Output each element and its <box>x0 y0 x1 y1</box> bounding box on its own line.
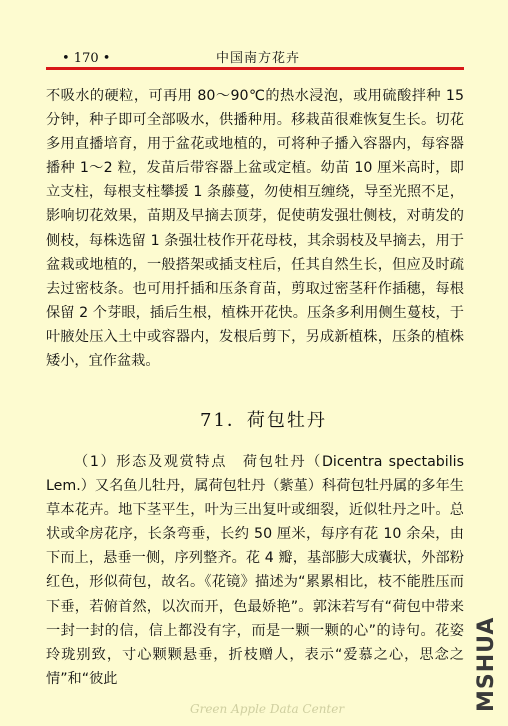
body-paragraph-1: 不吸水的硬粒，可再用 80～90℃的热水浸泡，或用硫酸拌种 15 分钟，种子即可全部吸水，供播种用。移栽苗很难恢复生长。切花多用直播培育，用于盆花或地植的，可将种子播入容器内，每容器播种 1～2 粒，发苗后带容器上盆或定植。幼苗 10 厘米高时，即立支柱，每根支柱攀援 1 条藤蔓，勿使相互缠绕，导至光照不足，影响切花效果，苗期及早摘去顶芽，促使萌发强壮侧枝，对萌发的侧枝，每株选留 1 条强壮枝作开花母枝，其余弱枝及早摘去，用于盆栽或地植的，一般搭架或插支柱后，任其自然生长，但应及时疏去过密枝条。也可用扦插和压条育苗，剪取过密茎秆作插穗，每根保留 2 个芽眼，插后生根，植株开花快。压条多利用侧生蔓枝，于叶腋处压入土中或容器内，发根后剪下，另成新植株，压条的植株矮小，宜作盆栽。 <box>46 88 464 370</box>
body-paragraph-2: （1）形态及观赏特点 荷包牡丹（Dicentra spectabilis Lem.）又名鱼儿牡丹，属荷包牡丹（紫堇）科荷包牡丹属的多年生草本花卉。地下茎平生，叶为三出复叶或细裂，近似牡丹之叶。总状或伞房花序，长条弯垂，长约 50 厘米，每序有花 10 余朵，由下而上，悬垂一侧，序列整齐。花 4 瓣，基部膨大成囊状，外部粉红色，形似荷包，故名。《花镜》描述为“累累相比，枝不能胜压而下垂，若俯首然，以次而开，色最娇艳”。郭沫若写有“荷包中带来一封一封的信，信上都没有字，而是一颗一颗的心”的诗句。花姿玲珑别致，寸心颗颗悬垂，折枝赠人，表示“爱慕之心，思念之情”和“彼此 <box>46 454 464 687</box>
page-number: • 170 • <box>62 51 111 66</box>
header-rule <box>46 67 464 70</box>
section-title: 71．荷包牡丹 <box>200 410 327 431</box>
bottom-watermark: Green Apple Data Center <box>190 702 345 716</box>
running-title: 中国南方花卉 <box>216 51 301 66</box>
side-watermark: MSHUA <box>474 616 499 712</box>
